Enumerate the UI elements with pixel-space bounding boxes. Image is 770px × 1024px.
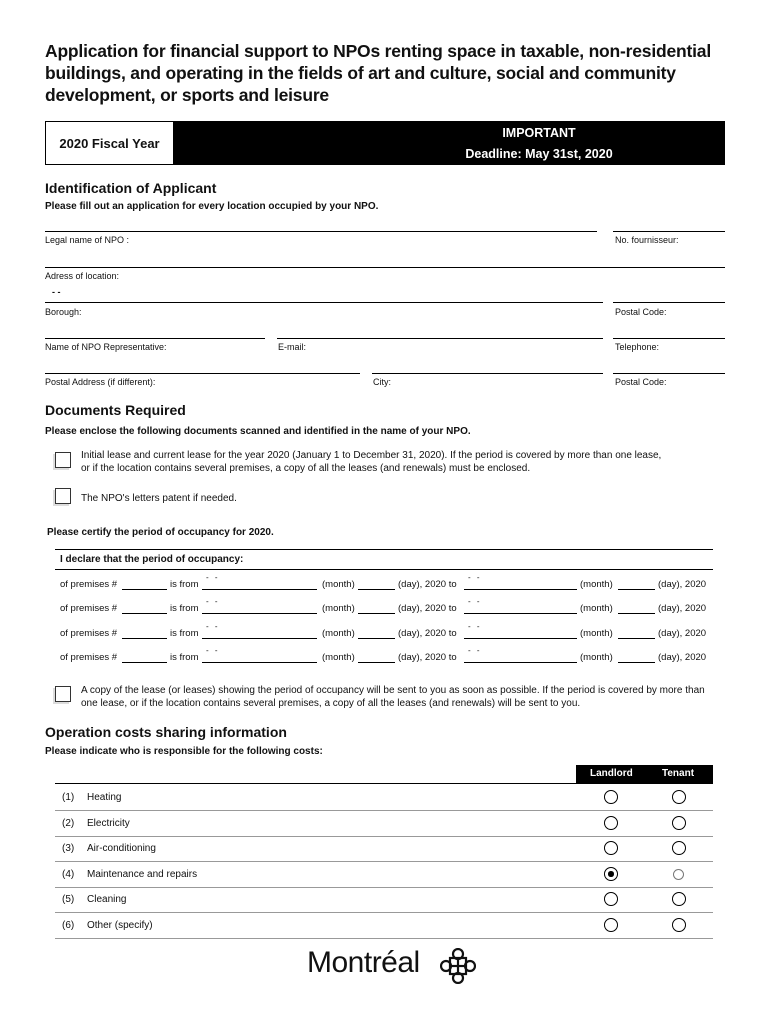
- month-label: (month): [322, 579, 355, 590]
- from-label: is from: [170, 652, 199, 663]
- to-month-value: - -: [468, 573, 482, 582]
- day-to-label: (day), 2020 to: [398, 628, 457, 639]
- day-to-label: (day), 2020 to: [398, 652, 457, 663]
- postal-address-label: Postal Address (if different):: [45, 377, 156, 387]
- from-month-field[interactable]: [202, 662, 317, 663]
- costs-column-header: [576, 765, 713, 783]
- fiscal-year-label: 2020 Fiscal Year: [59, 135, 160, 151]
- landlord-radio[interactable]: [604, 918, 618, 932]
- postal-code-2-label: Postal Code:: [615, 377, 667, 387]
- tenant-radio[interactable]: [672, 841, 686, 855]
- cost-row-label: Cleaning: [87, 894, 127, 905]
- important-banner: [173, 121, 725, 165]
- deadline-text: Deadline: May 31st, 2020: [465, 147, 613, 161]
- legal-name-label: Legal name of NPO :: [45, 235, 130, 245]
- documents-heading: Documents Required: [45, 402, 186, 418]
- month2-label: (month): [580, 652, 613, 663]
- cost-row-label: Electricity: [87, 818, 130, 829]
- occupancy-row: [60, 622, 715, 642]
- address-field[interactable]: [45, 267, 725, 268]
- day-to-label: (day), 2020 to: [398, 579, 457, 590]
- declare-divider: [55, 549, 713, 550]
- to-month-field[interactable]: [464, 662, 577, 663]
- declare-divider-bottom: [55, 569, 713, 570]
- postal-address-field[interactable]: [45, 373, 360, 374]
- certify-text: Please certify the period of occupancy for 2020.: [47, 527, 274, 538]
- to-day-field[interactable]: [618, 662, 655, 663]
- letters-patent-checkbox[interactable]: [55, 488, 71, 504]
- from-month-value: - -: [206, 622, 220, 631]
- copy-lease-line2: one lease, or if the location contains several premises, a copy of all the leases (and renewals) will be sent to you.: [81, 698, 581, 709]
- postal-code-field[interactable]: [613, 302, 725, 303]
- cost-row: [55, 862, 713, 887]
- landlord-radio[interactable]: [604, 892, 618, 906]
- borough-label: Borough:: [45, 307, 82, 317]
- from-month-value: - -: [206, 573, 220, 582]
- telephone-field[interactable]: [613, 338, 725, 339]
- cost-row: [55, 785, 713, 810]
- month2-label: (month): [580, 579, 613, 590]
- day-to-label: (day), 2020 to: [398, 603, 457, 614]
- supplier-number-label: No. fournisseur:: [615, 235, 679, 245]
- lease-text-line2: or if the location contains several premises, a copy of all the leases (and renewals) must be enclosed.: [81, 463, 531, 474]
- cost-row-label: Maintenance and repairs: [87, 869, 198, 880]
- cost-row: [55, 836, 713, 861]
- tenant-radio[interactable]: [672, 918, 686, 932]
- documents-instruction: Please enclose the following documents scanned and identified in the name of your NPO.: [45, 426, 471, 437]
- to-month-value: - -: [468, 622, 482, 631]
- from-month-value: - -: [206, 597, 220, 606]
- cost-row: [55, 887, 713, 912]
- representative-label: Name of NPO Representative:: [45, 342, 167, 352]
- to-month-value: - -: [468, 597, 482, 606]
- email-field[interactable]: [277, 338, 603, 339]
- tenant-radio[interactable]: [673, 869, 684, 880]
- city-label: City:: [373, 377, 391, 387]
- representative-field[interactable]: [45, 338, 265, 339]
- montreal-logo: [307, 946, 420, 980]
- occupancy-row: [60, 646, 715, 666]
- cost-row-number: (6): [62, 920, 75, 931]
- from-month-field[interactable]: [202, 613, 317, 614]
- cost-row: [55, 811, 713, 836]
- copy-lease-line1: A copy of the lease (or leases) showing the period of occupancy will be sent to you as soon as possible. If the period is covered by more than: [81, 685, 705, 696]
- cost-row-number: (5): [62, 894, 75, 905]
- address-label: Adress of location:: [45, 271, 120, 281]
- legal-name-field[interactable]: [45, 231, 597, 232]
- month-label: (month): [322, 652, 355, 663]
- cost-row-label: Air-conditioning: [87, 843, 156, 854]
- letters-patent-text: The NPO's letters patent if needed.: [81, 493, 237, 504]
- cost-row-number: (2): [62, 818, 75, 829]
- borough-field[interactable]: [45, 302, 603, 303]
- from-label: is from: [170, 628, 199, 639]
- day-end-label: (day), 2020: [658, 652, 707, 663]
- copy-lease-checkbox[interactable]: [55, 686, 71, 702]
- to-month-field[interactable]: [464, 638, 577, 639]
- costs-instruction: Please indicate who is responsible for the following costs:: [45, 746, 323, 757]
- tenant-radio[interactable]: [672, 790, 686, 804]
- telephone-label: Telephone:: [615, 342, 660, 352]
- postal-code-label: Postal Code:: [615, 307, 667, 317]
- day-end-label: (day), 2020: [658, 579, 707, 590]
- to-day-field[interactable]: [618, 613, 655, 614]
- month-label: (month): [322, 628, 355, 639]
- supplier-number-field[interactable]: [613, 231, 725, 232]
- to-day-field[interactable]: [618, 638, 655, 639]
- premises-label: of premises #: [60, 579, 118, 590]
- cost-row-number: (3): [62, 843, 75, 854]
- from-month-field[interactable]: [202, 589, 317, 590]
- tenant-radio[interactable]: [672, 816, 686, 830]
- landlord-header: Landlord: [590, 768, 633, 779]
- cost-row-number: (1): [62, 792, 75, 803]
- to-month-value: - -: [468, 646, 482, 655]
- to-day-field[interactable]: [618, 589, 655, 590]
- from-label: is from: [170, 603, 199, 614]
- address-value: - -: [52, 287, 61, 297]
- email-label: E-mail:: [278, 342, 307, 352]
- postal-code-2-field[interactable]: [613, 373, 725, 374]
- fiscal-year-box: [45, 121, 173, 165]
- occupancy-row: [60, 597, 715, 617]
- page-title: Application for financial support to NPOs renting space in taxable, non-residential buildings, and operating in the fields of art and culture, social and community development, or sports and leisure: [45, 41, 711, 105]
- lease-checkbox[interactable]: [55, 452, 71, 468]
- landlord-radio[interactable]: [604, 867, 618, 881]
- from-month-field[interactable]: [202, 638, 317, 639]
- month2-label: (month): [580, 603, 613, 614]
- occupancy-row: [60, 573, 715, 593]
- to-month-field[interactable]: [464, 589, 577, 590]
- to-month-field[interactable]: [464, 613, 577, 614]
- rosette-icon: [440, 948, 476, 984]
- premises-field[interactable]: [122, 662, 167, 663]
- premises-label: of premises #: [60, 603, 118, 614]
- cost-row-label: Heating: [87, 792, 122, 803]
- important-heading: IMPORTANT: [502, 126, 576, 140]
- costs-heading: Operation costs sharing information: [45, 724, 287, 740]
- from-day-field[interactable]: [358, 589, 395, 590]
- premises-label: of premises #: [60, 628, 118, 639]
- month-label: (month): [322, 603, 355, 614]
- premises-field[interactable]: [122, 638, 167, 639]
- logo-text: Montréal: [307, 946, 420, 979]
- cost-row-label: Other (specify): [87, 920, 153, 931]
- from-day-field[interactable]: [358, 662, 395, 663]
- landlord-radio[interactable]: [604, 841, 618, 855]
- lease-text-line1: Initial lease and current lease for the year 2020 (January 1 to December 31, 2020). If the period is covered by more than one lease,: [81, 450, 662, 461]
- tenant-radio[interactable]: [672, 892, 686, 906]
- tenant-header: Tenant: [662, 768, 695, 779]
- cost-row: [55, 913, 713, 938]
- from-label: is from: [170, 579, 199, 590]
- cost-row-divider: [55, 938, 713, 939]
- premises-field[interactable]: [122, 589, 167, 590]
- from-month-value: - -: [206, 646, 220, 655]
- landlord-radio[interactable]: [604, 816, 618, 830]
- identification-instruction: Please fill out an application for every location occupied by your NPO.: [45, 201, 379, 212]
- day-end-label: (day), 2020: [658, 603, 707, 614]
- identification-heading: Identification of Applicant: [45, 180, 217, 196]
- city-field[interactable]: [372, 373, 603, 374]
- declare-text: I declare that the period of occupancy:: [60, 554, 244, 565]
- landlord-radio[interactable]: [604, 790, 618, 804]
- from-day-field[interactable]: [358, 613, 395, 614]
- from-day-field[interactable]: [358, 638, 395, 639]
- premises-label: of premises #: [60, 652, 118, 663]
- premises-field[interactable]: [122, 613, 167, 614]
- month2-label: (month): [580, 628, 613, 639]
- day-end-label: (day), 2020: [658, 628, 707, 639]
- costs-top-divider: [55, 783, 713, 784]
- cost-row-number: (4): [62, 869, 75, 880]
